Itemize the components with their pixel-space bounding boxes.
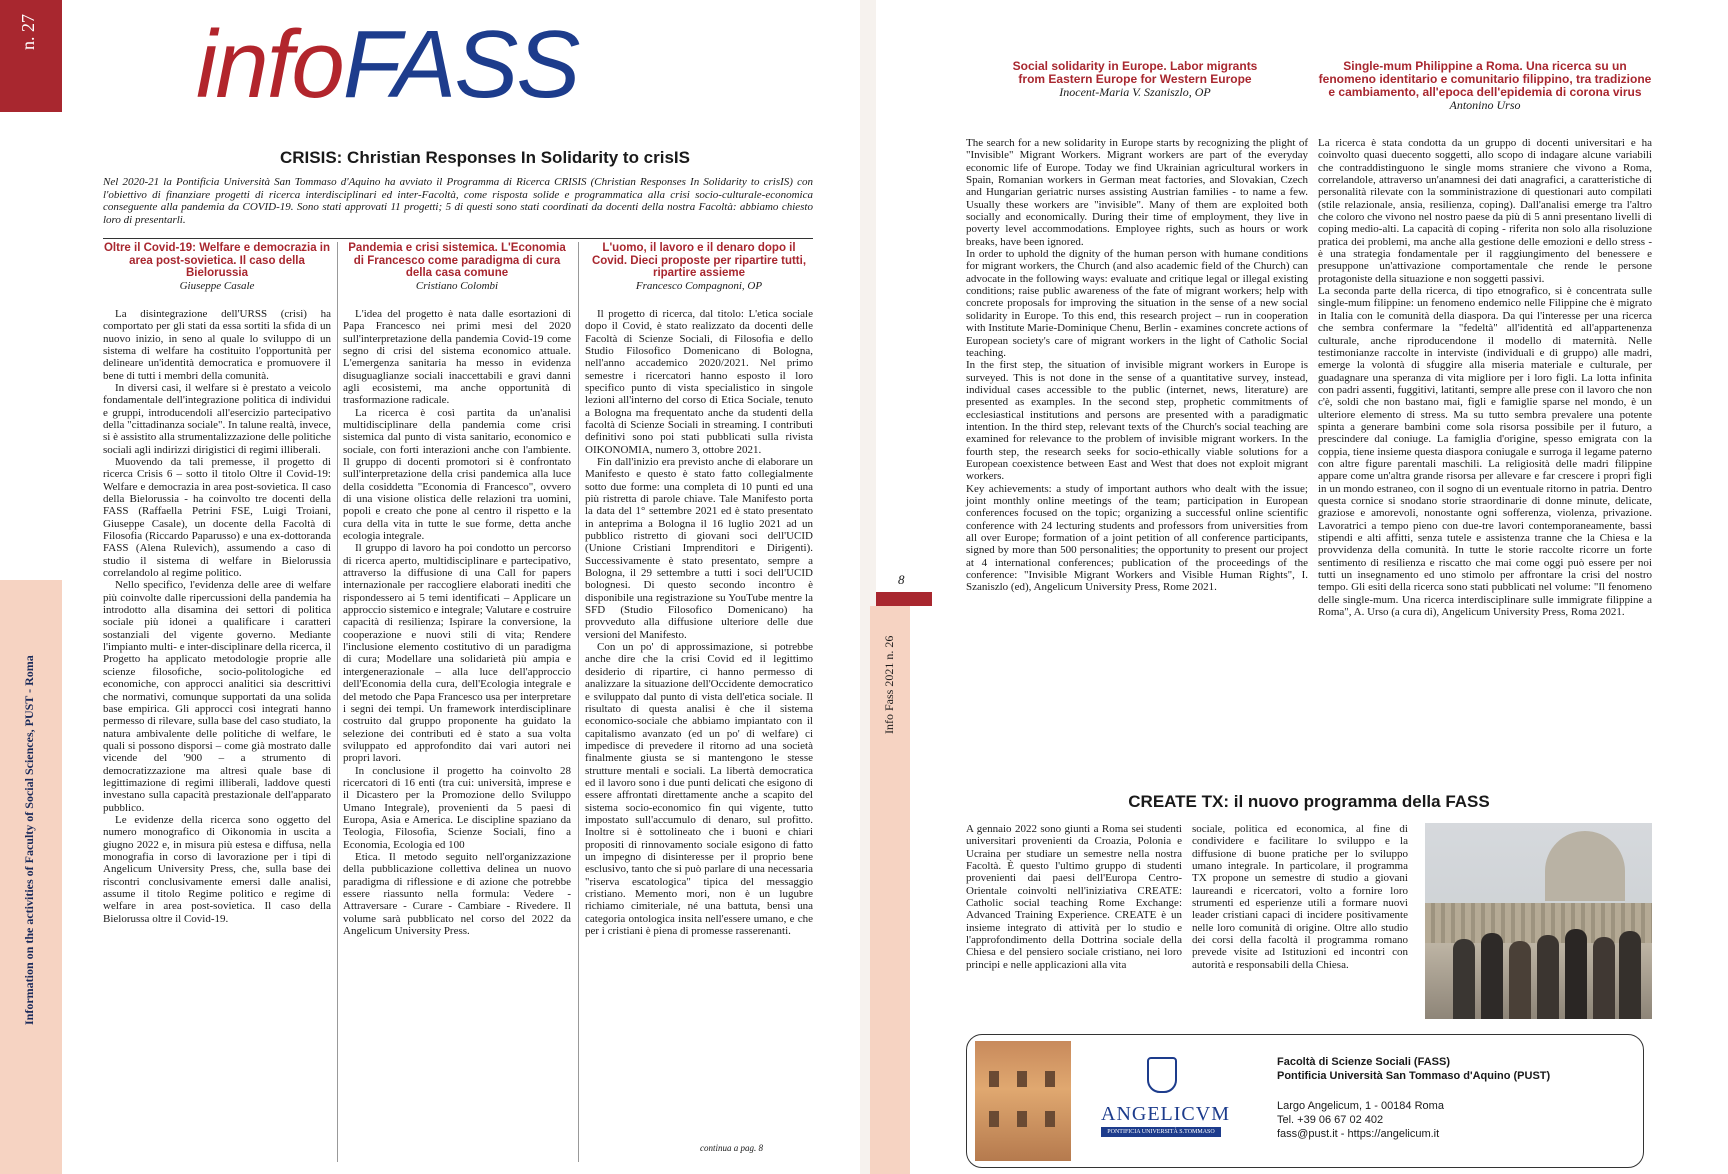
intro-divider <box>103 238 813 239</box>
email-website[interactable]: fass@pust.it - https://angelicum.it <box>1277 1128 1440 1140</box>
article-paragraph: In diversi casi, il welfare si è prestato a veicolo fondamentale dell'integrazione politica di individui e gruppi, introducendoli all'esercizio partecipativo della "cittadinanza sociale". In talune realtà, invece, si è assistito alla strumentalizzazione delle politiche sociali agli indirizzi dirigistici di regimi illiberali. <box>103 381 331 456</box>
column-divider <box>578 242 579 1162</box>
right-side-strip <box>870 606 910 1174</box>
article-author: Inocent-Maria V. Szaniszlo, OP <box>1059 85 1211 99</box>
article-paragraph: Etica. Il metodo seguito nell'organizzazione della pubblicazione collettiva delinea un nuovo paradigma di riflessione e di azione che potrebbe essere riassunto nella formula: Vedere - Attraversare - Curare - Cambiare - Rivedere. Il volume sarà pubblicato nel corso del 2022 da Angelicum University Press. <box>343 850 571 938</box>
telephone: Tel. +39 06 67 02 402 <box>1277 1114 1384 1126</box>
article-title: Pandemia e crisi sistemica. L'Economia di Francesco come paradigma di cura della casa comune <box>348 242 566 279</box>
angelicum-building-image <box>975 1041 1071 1161</box>
logo-info: info <box>196 11 343 118</box>
dome-shape <box>1545 831 1625 901</box>
article-paragraph: In conclusione il progetto ha coinvolto 28 ricercatori di 16 enti (tra cui: università, imprese e il Dicastero per la Promozione dello Sviluppo Umano Integrale), provenienti da 5 paesi di Europa, Asia e America. Le discipline spaziano da Teologia, Filosofia, Scienze Sociali, fino a Economia, Ecologia ed 100 <box>343 764 571 851</box>
article-author: Antonino Urso <box>1449 98 1521 112</box>
infofass-logo <box>196 10 578 120</box>
article-paragraph: Key achievements: a study of important authors who dealt with the issue; joint monthly online meetings of the team; participation in European conferences focused on the topic; organizing a successful online scientific conference with 24 lecturing students and professors from universities from all over Europe; formation of a joint petition of all conference participants, signed by more than 500 personalities; the opportunity to present our project at 4 international conferences; publication of the proceedings of the conference: "Invisible Migrant Workers and Visible Human Rights", I. Szaniszlo (ed), Angelicum University Press, Rome 2021. <box>966 482 1308 594</box>
create-title: CREATE TX: il nuovo programma della FASS <box>1128 792 1490 811</box>
article-paragraph: L'idea del progetto è nata dalle esortazioni di Papa Francesco nei primi mesi del 2020 sull'interpretazione della pandemia Covid-19 come segno di crisi del sistema economico attuale. L'emergenza sanitaria ha messo in evidenza disuguaglianze sociali inaccettabili e gravi danni agli ecosistemi, ma anche opportunità di trasformazione radicale. <box>343 307 571 407</box>
main-title: CRISIS: Christian Responses In Solidarity to crisIS <box>280 148 690 167</box>
article-paragraph: La seconda parte della ricerca, di tipo etnografico, si è concentrata sulle single-mum filippine: un fenomeno endemico nelle Filippine che è migrato in Italia con le comunità della diaspora. Da qui l'interesse per una ricerca che sembra confermare la "fedeltà" all'identità ed all'appartenenza culturale, anche riproducendone il modello di maternità. Nelle testimonianze raccolte in interviste (individuali e di gruppo) alle madri, emerge la volontà di sfuggire alla miseria materiale e culturale, per guadagnare una speranza di vita migliore per i loro figli. La lotta infinita con padri assenti, fuggitivi, latitanti, sempre alle prese con il lavoro che non c'è, soldi che non bastano mai, figli e famiglie sparse nel mondo, è un ulteriore elemento di stress. Ma su tutto sembra prevalere una potente spinta a generare bambini come sola risorsa possibile per il futuro, a prescindere dal coniuge. La famiglia d'origine, spesso emigrata con la coppia, tiene insieme questa diaspora coniugale e surroga il legame paterno con altre figure parentali maschili. La religiosità delle madri filippine appare come un'altra grande risorsa per allevare e far crescere i propri figli in un mondo estraneo, con il sogno di un eventuale ritorno in patria. Dentro questa cornice si snodano storie straordinarie di donne minute, delicate, graziose e amorevoli, nonostante ogni sofferenza, violenza, privazione. Lavoratrici a tempo pieno con due-tre lavori contemporaneamente, bassi stipendi e alti affitti, senza tutele e assistenza tranne che la Chiesa e la provvidenza della comunità. In tutte le storie raccolte ricorre un forte sentimento di resilienza e riscatto che mai come oggi può essere per noi tutti un insegnamento ed uno stimolo per affrontare la crisi del nostro tempo. Gli esiti della ricerca sono stati pubblicati nel volume: "Il fenomeno delle single-mum. Una ricerca interdisciplinare sulle immigrate filippine a Roma", A. Urso (a cura di), Angelicum University Press, Roma 2021. <box>1318 285 1652 619</box>
article-paragraph: Fin dall'inizio era previsto anche di elaborare un Manifesto e questo è stato fatto collegialmente sotto due forme: una completa di 10 punti ed una più ristretta di parole chiave. Tale Manifesto porta la data del 1° settembre 2021 ed è stato presentato in anteprima a Bologna il 16 luglio 2021 ad un pubblico ristretto di giovani soci dell'UCID (Unione Cristiani Imprenditori e Dirigenti). Successivamente è stato presentato, sempre a Bologna, il 29 settembre a tutti i soci dell'UCID bolognesi. Di questo secondo incontro è disponibile una registrazione su YouTube mentre la SFD (Studio Filosofico Domenicano) ha provveduto alla diffusione ulteriore delle due versioni del Manifesto. <box>585 455 813 641</box>
angelicum-logo-text: ANGELICVM <box>1101 1103 1230 1125</box>
side-strip-label: Information on the activities of Faculty of Social Sciences, PUST - Roma <box>22 655 36 1025</box>
create-text-col-1: A gennaio 2022 sono giunti a Roma sei studenti universitari provenienti da Croazia, Polonia e Ucraina per studiare un semestre nella nostra Facoltà. È questo l'ultimo gruppo di studenti provenienti dai paesi dell'Europa Centro-Orientale coinvolti nell'iniziativa CREATE: Catholic social teaching Rome Exchange: Advanced Training Experience. CREATE è un insieme integrato di attività per lo studio e l'approfondimento della Dottrina sociale della Chiesa e del pensiero sociale cristiano, nei loro principi e nelle applicazioni alla vita <box>966 823 1182 971</box>
window-shape <box>989 1071 999 1087</box>
university-name: Pontificia Università San Tommaso d'Aquino (PUST) <box>1277 1070 1551 1082</box>
column-divider <box>337 242 338 1162</box>
article-header-single-mum <box>1318 60 1652 112</box>
article-paragraph: Il progetto di ricerca, dal titolo: L'etica sociale dopo il Covid, è stato realizzato da docenti delle Facoltà di Scienze Sociali, di Filosofia e dello Studio Filosofico Domenicano di Bologna, nell'anno accademico 2020/2021. Nel primo semestre i ricercatori hanno esposto il loro specifico punto di vista specialistico in singole lezioni all'interno del corso di Etica Sociale, tenuto a Bologna ma frequentato anche da studenti della facoltà di Scienze Sociali in streaming. I contributi definitivi sono poi stati pubblicati sulla rivista OIKONOMIA, numero 3, ottobre 2021. <box>585 307 813 456</box>
page-accent-bar <box>876 592 932 606</box>
article-paragraph: Il gruppo di lavoro ha poi condotto un percorso di ricerca aperto, multidisciplinare e partecipativo, attraverso la diffusione di una Call for papers internazionale per raccogliere elaborati inediti che rispondessero ai 5 temi identificati – Applicare un approccio sistemico e integrale; Valutare e costruire capacità di resilienza; Ispirare la conversione, la cooperazione e nuovi stili di vita; Rendere l'inclusione elemento costitutivo di un paradigma di cura; Modellare una solidarietà più ampia e intergenerazionale – alla luce dell'approccio dell'Economia della cura, dell'Ecologia integrale e del metodo che Papa Francesco usa per interpretare i segni dei tempi. Un framework interdisciplinare costruito dal gruppo proponente ha guidato la selezione dei contributi ed è stato a sua volta sviluppato ed approfondito dai vari autori nei propri lavori. <box>343 542 571 765</box>
window-shape <box>1045 1071 1055 1087</box>
article-title: Single-mum Philippine a Roma. Una ricerca su un fenomeno identitario e comunitario filippino, tra tradizione e cambiamento, all'epoca dell'epidemia di corona virus <box>1318 59 1652 99</box>
window-shape <box>1017 1071 1027 1087</box>
article-title: Social solidarity in Europe. Labor migrants from Eastern Europe for Western Europe <box>1012 59 1258 86</box>
article-author: Giuseppe Casale <box>179 279 255 292</box>
create-text-col-2: sociale, politica ed economica, al fine di condividere e facilitare lo sviluppo e la diffusione di buone pratiche per lo sviluppo umano integrale. In particolare, il programma TX propone un semestre di studio a giovani laureandi e ricercatori, volto a fornire loro strumenti ed esperienze utili a formare nuovi leader cristiani capaci di incidere positivamente nelle loro comunità di origine. Oltre allo studio dei corsi della facoltà il programma romano prevede visite ad Istituzioni ed incontri con autorità e responsabili della Chiesa. <box>1192 823 1408 971</box>
article-body-single-mum <box>1318 137 1652 618</box>
article-paragraph: In order to uphold the dignity of the human person with humane conditions for migrant workers, the Church (and also academic field of the Church) can advocate in the following ways: evaluate and critique legal or illegal existing conditions; raise public awareness of the fate of migrant workers; help with concrete proposals for improving the situation in the sense of a new social solidarity in Europe. To this end, this research project – run in cooperation with Institute Marie-Dominique Chenu, Berlin - examines concrete actions of European society's care of migrant workers in the light of Catholic Social teaching. <box>966 248 1308 359</box>
article-paragraph: Le evidenze della ricerca sono oggetto del numero monografico di Oikonomia in uscita a giugno 2022 e, in misura più estesa e diffusa, nella monografia in corso di lavorazione per i tipi di Angelicum University Press, che, sulla base dei riscontri conclusivamente emersi dalle analisi, assume il titolo Regime politico e regime di welfare in area post-sovietica. Il caso della Bielorussa oltre il Covid-19. <box>103 813 331 925</box>
window-shape <box>989 1111 999 1127</box>
contact-card <box>966 1034 1644 1168</box>
article-author: Cristiano Colombi <box>415 279 499 292</box>
article-header-social-solidarity <box>1010 60 1260 99</box>
person-figure <box>1453 939 1475 1019</box>
person-figure <box>1481 933 1503 1019</box>
article-paragraph: In the first step, the situation of invisible migrant workers in Europe is surveyed. This is not done in the sense of a quantitative survey, instead, individual cases accessible to the public (internet, news, literature) are presented as examples. In the second step, prophetic commitments of ecclesiastical institutions and persons are presented with a paradigmatic intention. In the third step, relevant texts of the Church's social teaching are examined for relevance to the problem of invisible migrant workers. In the fourth step, the research seeks for socio-ethically viable solutions for a European coexistence between East and West that does not exploit migrant workers. <box>966 359 1308 483</box>
logo-fass: FASS <box>342 11 579 118</box>
side-strip <box>0 580 62 1174</box>
right-strip-label: Info Fass 2021 n. 26 <box>882 635 896 734</box>
window-shape <box>1017 1111 1027 1127</box>
continued-note: continua a pag. 8 <box>700 1143 763 1153</box>
article-paragraph: Muovendo da tali premesse, il progetto di ricerca Crisis 6 – sotto il titolo Oltre il Covid-19: Welfare e democrazia in area post-sovietica. Il caso della Bielorussia - ha coinvolto tre docenti della FASS (Raffaella Petrini FSE, Luigi Troiani, Giuseppe Casale), un docente della Facoltà di Filosofia (Riccardo Paparusso) e una ex-dottoranda FASS (Alena Rulevich), assumendo a caso di studio il sistema di welfare in Bielorussia correlandolo al regime politico. <box>103 455 331 580</box>
issue-tab <box>0 0 62 112</box>
article-column-1 <box>103 242 331 925</box>
angelicum-seal-icon <box>1147 1057 1177 1093</box>
group-photo <box>1425 823 1652 1019</box>
article-paragraph: La ricerca è stata condotta da un gruppo di docenti universitari e ha coinvolto quasi duecento soggetti, allo scopo di indagare alcune variabili che contraddistinguono le single moms straniere che vivono a Roma, correlandole, attraverso un'anamnesi dei dati anagrafici, a caratteristiche di personalità rilevate con la somministrazione di questionari auto compilati (stile relazionale, ansia, resilienza, coping). Dall'analisi emerge tra l'altro che coloro che vivono nel nostro paese da più di 5 anni presentano livelli di coping medio-alti. La capacità di coping - riferita non solo alla risoluzione pratica dei problemi, ma anche alla gestione delle emozioni e dello stress - è una strategia fondamentale per il raggiungimento del benessere e presuppone un'attivazione comportamentale che rende le persone protagoniste della situazione e non soggetti passivi. <box>1318 137 1652 285</box>
window-shape <box>1045 1111 1055 1127</box>
person-figure <box>1593 937 1615 1019</box>
person-figure <box>1509 941 1531 1019</box>
article-column-3 <box>585 242 813 937</box>
person-figure <box>1619 931 1641 1019</box>
article-column-2 <box>343 242 571 937</box>
intro-text: Nel 2020-21 la Pontificia Università San Tommaso d'Aquino ha avviato il Programma di Ricerca CRISIS (Christian Responses In Solidarity to crisIS) con l'obiettivo di finanziare progetti di ricerca interdisciplinari ed inter-Facoltà, come risposta solide e programmatica alla crisi socio-culturale-economica conseguente alla pandemia da COVID-19. Sono stati approvati 11 progetti; 5 di questi sono stati coordinati da docenti della nostra Facoltà: abbiamo chiesto loro di presentarli. <box>103 176 813 226</box>
article-paragraph: La disintegrazione dell'URSS (crisi) ha comportato per gli stati da essa sortiti la sfida di un nuovo inizio, in seno al quale lo sviluppo di un sistema di welfare ha costituito l'opportunità per delineare un'identità democratica e promuovere il bene di tutti i membri della comunità. <box>103 307 331 382</box>
contact-details <box>1277 1055 1550 1141</box>
person-figure <box>1565 929 1587 1019</box>
article-paragraph: La ricerca è così partita da un'analisi multidisciplinare della pandemia come crisi sistemica dal punto di vista sanitario, economico e sociale, con forti interazioni anche con l'ambiente. Il gruppo di docenti promotori si è confrontato sull'interpretazione della crisi pandemica alla luce della cosiddetta "Economia di Francesco", ovvero di una visione olistica delle relazioni tra uomini, popoli e creato che pone al centro il rispetto e la cura della vita in tutte le sue forme, detta anche ecologia integrale. <box>343 406 571 543</box>
address: Largo Angelicum, 1 - 00184 Roma <box>1277 1100 1444 1112</box>
article-body-social-solidarity <box>966 137 1308 594</box>
page-number: 8 <box>898 572 905 587</box>
faculty-name: Facoltà di Scienze Sociali (FASS) <box>1277 1056 1450 1068</box>
article-title: Oltre il Covid-19: Welfare e democrazia in area post-sovietica. Il caso della Bielorussia <box>103 242 331 279</box>
article-paragraph: Con un po' di approssimazione, si potrebbe anche dire che la crisi Covid ed il legittimo desiderio di ripartire, ci hanno permesso di analizzare la situazione dell'Occidente democratico e sviluppato dal punto di vista dell'etica sociale. Il risultato di questa analisi è che il sistema economico-sociale che abbiamo impiantato con il capitalismo avanzato (ed un po' di welfare) ci impedisce di prevedere il ritorno ad una società finalmente giusta se si mantengono le stesse strutture mentali e sociali. La libertà democratica ed il lavoro sono i due punti delicati che esigono di essere affrontati direttamente anche a scapito del sistema socio-economico fin qui vigente, tutto impostato sull'accumulo di denaro, sul profitto. Inoltre si è sottolineato che i buoni e chiari propositi di rinnovamento sociale esigono di fatto un impegno di disinteresse per il proprio bene esclusivo, tanto che si può parlare di una necessaria "riserva escatologica" tipica del messaggio cristiano. Memento mori, non è un lugubre richiamo cimiteriale, né una battuta, bensì una categoria ontologica insita nell'essere umano, e che per i cristiani è piena di promesse rasserenanti. <box>585 641 813 938</box>
colonnade-shape <box>1425 903 1652 943</box>
article-paragraph: Nello specifico, l'evidenza delle aree di welfare più coinvolte dalle ripercussioni della pandemia ha introdotto alla disamina dei settori di politica sociale più idonei a qualificare i caratteri sostanziali del vigente governo. Mediante l'impianto multi- e inter-disciplinare della ricerca, il Progetto ha applicato metodologie proprie alle scienze filosofiche, socio-politologiche ed economiche, con approcci analitici sia descrittivi che normativi, comunque supportati da una solida base empirica. Gli approcci così integrati hanno permesso di rilevare, sulla base del caso studiato, la natura ambivalente delle politiche di welfare, le quali si possono disporsi – come già mostrato dalle vicende del '900 – a strumento di democratizzazione ma altresì quale base di legittimazione di regimi illiberali, laddove questi investano sulla capacità prestazionale dell'apparato pubblico. <box>103 579 331 814</box>
issue-tab-label: n. 27 <box>18 14 38 50</box>
person-figure <box>1537 935 1559 1019</box>
article-author: Francesco Compagnoni, OP <box>635 279 763 292</box>
article-paragraph: The search for a new solidarity in Europe starts by recognizing the plight of "Invisible" Migrant Workers. Migrant workers are part of the everyday economic life of Europe. Today we find Ukrainian agricultural workers in Spain, Romanian workers in German meat factories, and Slovakian, Czech and Hungarian geriatric nurses assisting Austrian families - to name a few. Usually these workers are "invisible". Many of them are exploited both socially and economically. During their time of employment, they live in poverty level accommodations. Employee rights, such as hours or work breaks, have been ignored. <box>966 137 1308 248</box>
angelicum-logo-subtitle: PONTIFICIA UNIVERSITÀ S.TOMMASO D'AQUINO <box>1101 1127 1221 1137</box>
article-title: L'uomo, il lavoro e il denaro dopo il Covid. Dieci proposte per ripartire tutti, ripartire assieme <box>591 242 807 279</box>
